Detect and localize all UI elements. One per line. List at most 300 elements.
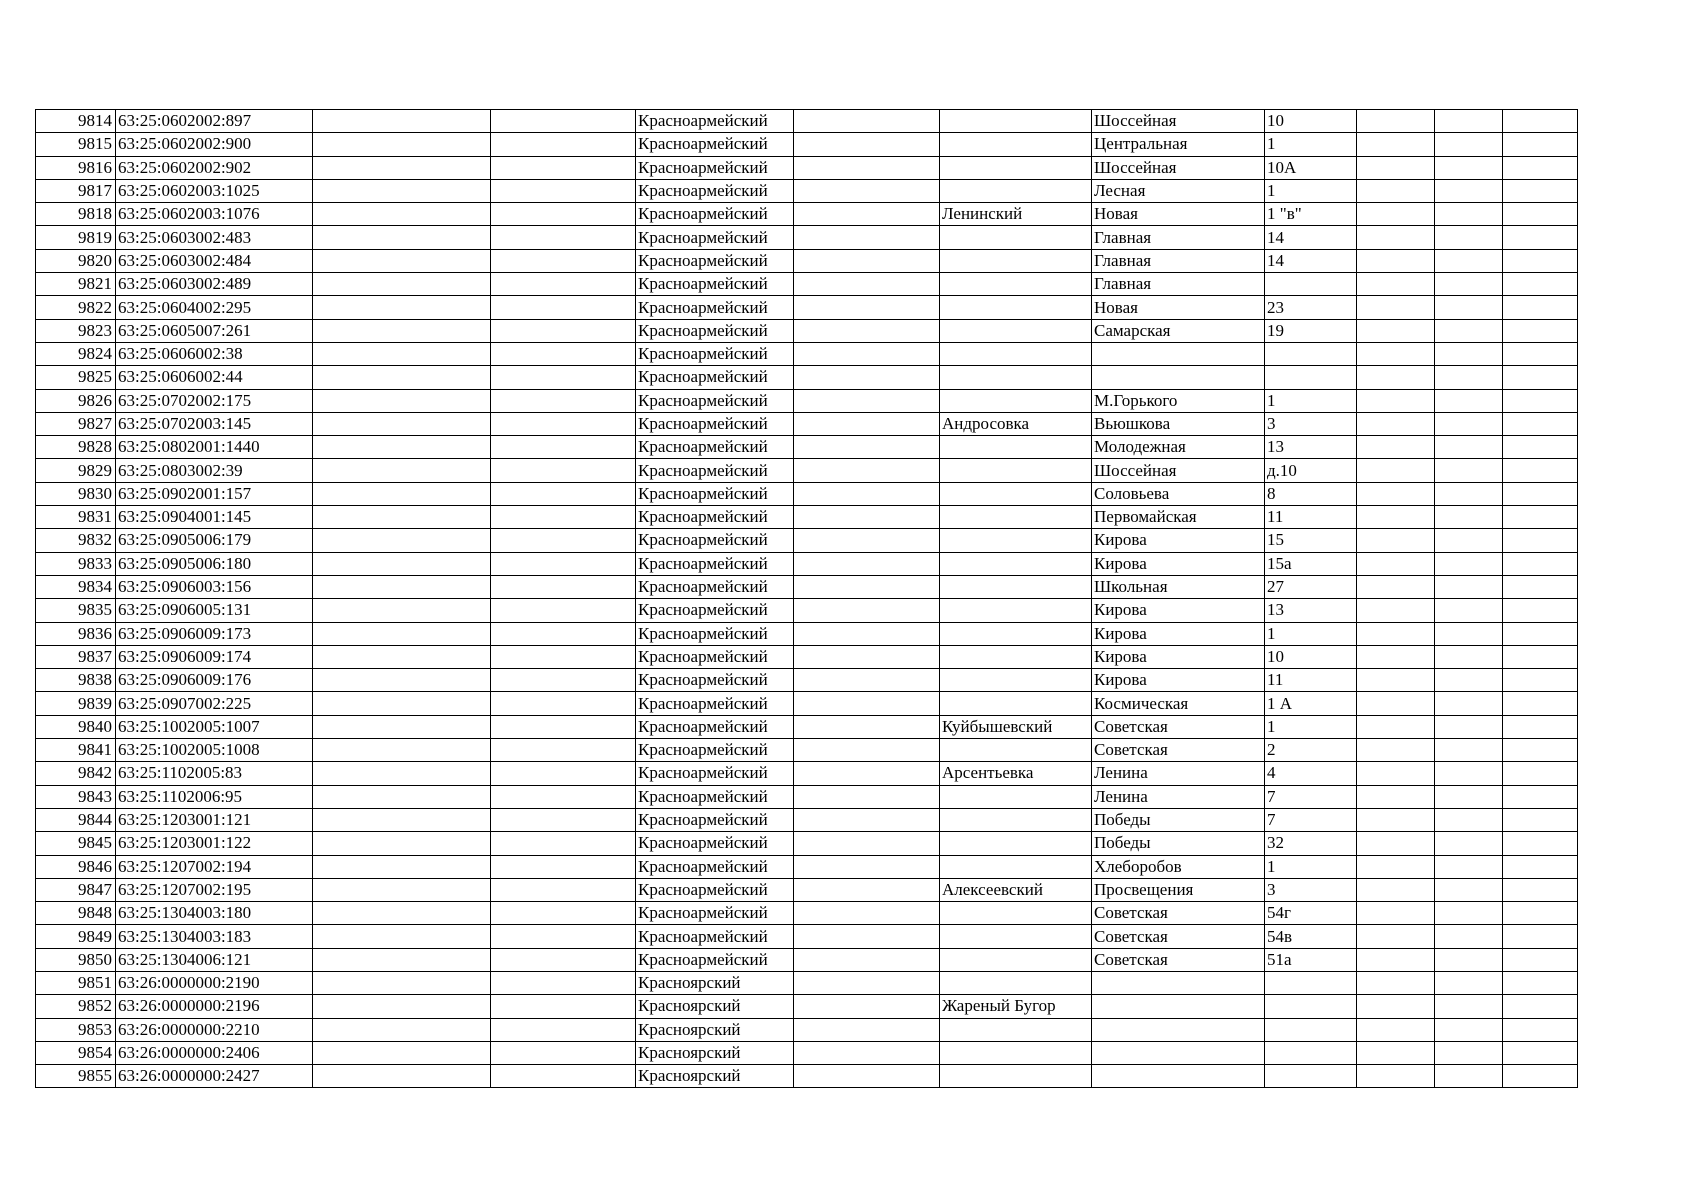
street-cell: Советская xyxy=(1092,925,1265,948)
house-number-cell xyxy=(1265,971,1357,994)
settlement-cell xyxy=(940,1018,1092,1041)
house-number-cell: 10А xyxy=(1265,156,1357,179)
col-11-cell xyxy=(1435,599,1503,622)
col-3-cell xyxy=(313,715,491,738)
house-number-cell: 15а xyxy=(1265,552,1357,575)
col-3-cell xyxy=(313,319,491,342)
table-row xyxy=(36,110,1578,133)
table-row xyxy=(36,645,1578,668)
settlement-cell: Ленинский xyxy=(940,203,1092,226)
col-12-cell xyxy=(1503,1018,1578,1041)
col-11-cell xyxy=(1435,319,1503,342)
col-3-cell xyxy=(313,366,491,389)
settlement-cell xyxy=(940,482,1092,505)
col-4-cell xyxy=(491,110,636,133)
col-6-cell xyxy=(794,692,940,715)
table-row xyxy=(36,575,1578,598)
col-4-cell xyxy=(491,1041,636,1064)
table-row xyxy=(36,762,1578,785)
col-6-cell xyxy=(794,762,940,785)
street-cell: Ленина xyxy=(1092,762,1265,785)
cadastral-number-cell: 63:25:0602002:900 xyxy=(116,133,313,156)
col-4-cell xyxy=(491,179,636,202)
col-6-cell xyxy=(794,948,940,971)
col-4-cell xyxy=(491,762,636,785)
settlement-cell xyxy=(940,529,1092,552)
table-row xyxy=(36,552,1578,575)
row-number-cell: 9831 xyxy=(36,506,116,529)
district-cell: Красноармейский xyxy=(636,342,794,365)
street-cell: Главная xyxy=(1092,249,1265,272)
district-cell: Красноармейский xyxy=(636,785,794,808)
district-cell: Красноармейский xyxy=(636,459,794,482)
house-number-cell: 27 xyxy=(1265,575,1357,598)
settlement-cell xyxy=(940,599,1092,622)
col-6-cell xyxy=(794,785,940,808)
col-11-cell xyxy=(1435,273,1503,296)
col-11-cell xyxy=(1435,1065,1503,1088)
settlement-cell xyxy=(940,855,1092,878)
col-10-cell xyxy=(1357,995,1435,1018)
col-6-cell xyxy=(794,156,940,179)
row-number-cell: 9834 xyxy=(36,575,116,598)
street-cell: Новая xyxy=(1092,296,1265,319)
row-number-cell: 9816 xyxy=(36,156,116,179)
cadastral-number-cell: 63:25:0603002:484 xyxy=(116,249,313,272)
settlement-cell xyxy=(940,389,1092,412)
table-row xyxy=(36,319,1578,342)
col-3-cell xyxy=(313,995,491,1018)
settlement-cell xyxy=(940,692,1092,715)
cadastral-number-cell: 63:25:0603002:483 xyxy=(116,226,313,249)
col-10-cell xyxy=(1357,1018,1435,1041)
cadastral-number-cell: 63:25:1207002:194 xyxy=(116,855,313,878)
col-6-cell xyxy=(794,925,940,948)
col-12-cell xyxy=(1503,599,1578,622)
row-number-cell: 9825 xyxy=(36,366,116,389)
col-11-cell xyxy=(1435,342,1503,365)
settlement-cell xyxy=(940,622,1092,645)
row-number-cell: 9850 xyxy=(36,948,116,971)
cadastral-number-cell: 63:25:0602003:1025 xyxy=(116,179,313,202)
col-4-cell xyxy=(491,1018,636,1041)
table-row xyxy=(36,1065,1578,1088)
cadastral-number-cell: 63:25:0906009:176 xyxy=(116,669,313,692)
col-12-cell xyxy=(1503,482,1578,505)
col-11-cell xyxy=(1435,669,1503,692)
col-4-cell xyxy=(491,739,636,762)
col-6-cell xyxy=(794,296,940,319)
col-12-cell xyxy=(1503,249,1578,272)
row-number-cell: 9836 xyxy=(36,622,116,645)
street-cell: Самарская xyxy=(1092,319,1265,342)
district-cell: Красноармейский xyxy=(636,878,794,901)
col-11-cell xyxy=(1435,855,1503,878)
district-cell: Красноармейский xyxy=(636,482,794,505)
col-6-cell xyxy=(794,529,940,552)
cadastral-number-cell: 63:26:0000000:2196 xyxy=(116,995,313,1018)
col-10-cell xyxy=(1357,808,1435,831)
col-4-cell xyxy=(491,715,636,738)
col-6-cell xyxy=(794,133,940,156)
col-10-cell xyxy=(1357,273,1435,296)
cadastral-number-cell: 63:25:0606002:38 xyxy=(116,342,313,365)
row-number-cell: 9854 xyxy=(36,1041,116,1064)
col-10-cell xyxy=(1357,296,1435,319)
col-10-cell xyxy=(1357,156,1435,179)
district-cell: Красноармейский xyxy=(636,552,794,575)
col-3-cell xyxy=(313,669,491,692)
col-6-cell xyxy=(794,203,940,226)
row-number-cell: 9844 xyxy=(36,808,116,831)
street-cell: Школьная xyxy=(1092,575,1265,598)
street-cell: Соловьева xyxy=(1092,482,1265,505)
district-cell: Красноармейский xyxy=(636,855,794,878)
col-3-cell xyxy=(313,762,491,785)
table-row xyxy=(36,506,1578,529)
table-row xyxy=(36,832,1578,855)
row-number-cell: 9823 xyxy=(36,319,116,342)
table-row xyxy=(36,459,1578,482)
settlement-cell xyxy=(940,179,1092,202)
table-row xyxy=(36,179,1578,202)
col-4-cell xyxy=(491,971,636,994)
col-6-cell xyxy=(794,506,940,529)
col-12-cell xyxy=(1503,925,1578,948)
district-cell: Красноармейский xyxy=(636,669,794,692)
col-6-cell xyxy=(794,226,940,249)
table-row xyxy=(36,925,1578,948)
col-11-cell xyxy=(1435,296,1503,319)
district-cell: Красноармейский xyxy=(636,739,794,762)
col-11-cell xyxy=(1435,575,1503,598)
col-11-cell xyxy=(1435,529,1503,552)
col-3-cell xyxy=(313,249,491,272)
col-6-cell xyxy=(794,855,940,878)
row-number-cell: 9818 xyxy=(36,203,116,226)
cadastral-number-cell: 63:25:0906009:174 xyxy=(116,645,313,668)
street-cell: Ленина xyxy=(1092,785,1265,808)
house-number-cell: 14 xyxy=(1265,249,1357,272)
row-number-cell: 9815 xyxy=(36,133,116,156)
row-number-cell: 9821 xyxy=(36,273,116,296)
col-3-cell xyxy=(313,529,491,552)
house-number-cell: 1 "в" xyxy=(1265,203,1357,226)
col-3-cell xyxy=(313,1018,491,1041)
col-12-cell xyxy=(1503,785,1578,808)
settlement-cell: Андросовка xyxy=(940,412,1092,435)
col-3-cell xyxy=(313,599,491,622)
house-number-cell: 10 xyxy=(1265,110,1357,133)
district-cell: Красноармейский xyxy=(636,412,794,435)
col-11-cell xyxy=(1435,645,1503,668)
street-cell xyxy=(1092,995,1265,1018)
settlement-cell: Арсентьевка xyxy=(940,762,1092,785)
col-10-cell xyxy=(1357,366,1435,389)
col-12-cell xyxy=(1503,948,1578,971)
col-4-cell xyxy=(491,995,636,1018)
col-4-cell xyxy=(491,273,636,296)
col-6-cell xyxy=(794,389,940,412)
house-number-cell: 19 xyxy=(1265,319,1357,342)
col-10-cell xyxy=(1357,645,1435,668)
col-4-cell xyxy=(491,506,636,529)
street-cell: Лесная xyxy=(1092,179,1265,202)
col-10-cell xyxy=(1357,739,1435,762)
col-3-cell xyxy=(313,575,491,598)
settlement-cell xyxy=(940,808,1092,831)
cadastral-number-cell: 63:25:0906009:173 xyxy=(116,622,313,645)
house-number-cell: 1 xyxy=(1265,179,1357,202)
row-number-cell: 9817 xyxy=(36,179,116,202)
row-number-cell: 9842 xyxy=(36,762,116,785)
col-11-cell xyxy=(1435,715,1503,738)
house-number-cell xyxy=(1265,273,1357,296)
street-cell: Победы xyxy=(1092,832,1265,855)
col-10-cell xyxy=(1357,599,1435,622)
cadastral-number-cell: 63:25:0602003:1076 xyxy=(116,203,313,226)
col-6-cell xyxy=(794,739,940,762)
house-number-cell: 1 xyxy=(1265,389,1357,412)
house-number-cell: 10 xyxy=(1265,645,1357,668)
col-3-cell xyxy=(313,1065,491,1088)
table-row xyxy=(36,226,1578,249)
row-number-cell: 9828 xyxy=(36,436,116,459)
district-cell: Красноярский xyxy=(636,1041,794,1064)
house-number-cell xyxy=(1265,1065,1357,1088)
col-11-cell xyxy=(1435,832,1503,855)
street-cell: Кирова xyxy=(1092,669,1265,692)
district-cell: Красноармейский xyxy=(636,249,794,272)
settlement-cell xyxy=(940,319,1092,342)
col-4-cell xyxy=(491,529,636,552)
col-4-cell xyxy=(491,552,636,575)
col-6-cell xyxy=(794,669,940,692)
row-number-cell: 9819 xyxy=(36,226,116,249)
col-3-cell xyxy=(313,273,491,296)
street-cell xyxy=(1092,1018,1265,1041)
settlement-cell xyxy=(940,739,1092,762)
col-6-cell xyxy=(794,902,940,925)
col-3-cell xyxy=(313,110,491,133)
house-number-cell xyxy=(1265,342,1357,365)
settlement-cell xyxy=(940,785,1092,808)
col-11-cell xyxy=(1435,459,1503,482)
row-number-cell: 9846 xyxy=(36,855,116,878)
col-11-cell xyxy=(1435,412,1503,435)
row-number-cell: 9839 xyxy=(36,692,116,715)
settlement-cell xyxy=(940,226,1092,249)
street-cell: Космическая xyxy=(1092,692,1265,715)
settlement-cell: Алексеевский xyxy=(940,878,1092,901)
col-6-cell xyxy=(794,249,940,272)
table-row xyxy=(36,785,1578,808)
col-12-cell xyxy=(1503,669,1578,692)
house-number-cell xyxy=(1265,1041,1357,1064)
settlement-cell: Куйбышевский xyxy=(940,715,1092,738)
street-cell: Кирова xyxy=(1092,622,1265,645)
col-4-cell xyxy=(491,459,636,482)
house-number-cell xyxy=(1265,995,1357,1018)
col-4-cell xyxy=(491,342,636,365)
col-4-cell xyxy=(491,808,636,831)
house-number-cell: 13 xyxy=(1265,599,1357,622)
col-12-cell xyxy=(1503,995,1578,1018)
col-10-cell xyxy=(1357,925,1435,948)
col-3-cell xyxy=(313,785,491,808)
col-11-cell xyxy=(1435,156,1503,179)
col-4-cell xyxy=(491,669,636,692)
street-cell: Кирова xyxy=(1092,552,1265,575)
district-cell: Красноармейский xyxy=(636,529,794,552)
col-4-cell xyxy=(491,436,636,459)
col-12-cell xyxy=(1503,203,1578,226)
col-10-cell xyxy=(1357,110,1435,133)
house-number-cell: 8 xyxy=(1265,482,1357,505)
col-12-cell xyxy=(1503,110,1578,133)
cadastral-number-cell: 63:25:1102006:95 xyxy=(116,785,313,808)
street-cell xyxy=(1092,1041,1265,1064)
table-row xyxy=(36,715,1578,738)
col-4-cell xyxy=(491,389,636,412)
cadastral-number-cell: 63:26:0000000:2427 xyxy=(116,1065,313,1088)
district-cell: Красноармейский xyxy=(636,366,794,389)
cadastral-number-cell: 63:25:0904001:145 xyxy=(116,506,313,529)
house-number-cell: 11 xyxy=(1265,669,1357,692)
row-number-cell: 9830 xyxy=(36,482,116,505)
col-11-cell xyxy=(1435,971,1503,994)
col-4-cell xyxy=(491,156,636,179)
col-3-cell xyxy=(313,832,491,855)
col-12-cell xyxy=(1503,389,1578,412)
table-row xyxy=(36,156,1578,179)
col-3-cell xyxy=(313,133,491,156)
col-11-cell xyxy=(1435,948,1503,971)
house-number-cell: 3 xyxy=(1265,878,1357,901)
col-3-cell xyxy=(313,459,491,482)
table-row xyxy=(36,878,1578,901)
col-3-cell xyxy=(313,226,491,249)
col-3-cell xyxy=(313,342,491,365)
table-row xyxy=(36,436,1578,459)
district-cell: Красноярский xyxy=(636,971,794,994)
district-cell: Красноармейский xyxy=(636,203,794,226)
col-12-cell xyxy=(1503,529,1578,552)
col-10-cell xyxy=(1357,878,1435,901)
col-10-cell xyxy=(1357,249,1435,272)
row-number-cell: 9814 xyxy=(36,110,116,133)
col-11-cell xyxy=(1435,925,1503,948)
district-cell: Красноармейский xyxy=(636,436,794,459)
house-number-cell xyxy=(1265,366,1357,389)
table-row xyxy=(36,412,1578,435)
col-3-cell xyxy=(313,203,491,226)
cadastral-number-cell: 63:26:0000000:2190 xyxy=(116,971,313,994)
row-number-cell: 9845 xyxy=(36,832,116,855)
col-4-cell xyxy=(491,855,636,878)
col-11-cell xyxy=(1435,110,1503,133)
table-row xyxy=(36,669,1578,692)
col-6-cell xyxy=(794,273,940,296)
col-3-cell xyxy=(313,902,491,925)
col-12-cell xyxy=(1503,902,1578,925)
col-6-cell xyxy=(794,599,940,622)
settlement-cell xyxy=(940,575,1092,598)
col-4-cell xyxy=(491,925,636,948)
col-12-cell xyxy=(1503,808,1578,831)
col-4-cell xyxy=(491,575,636,598)
col-6-cell xyxy=(794,110,940,133)
col-3-cell xyxy=(313,692,491,715)
district-cell: Красноярский xyxy=(636,995,794,1018)
col-3-cell xyxy=(313,156,491,179)
district-cell: Красноармейский xyxy=(636,156,794,179)
table-row xyxy=(36,902,1578,925)
row-number-cell: 9835 xyxy=(36,599,116,622)
table-row xyxy=(36,808,1578,831)
row-number-cell: 9843 xyxy=(36,785,116,808)
cadastral-number-cell: 63:25:1304003:180 xyxy=(116,902,313,925)
cadastral-table xyxy=(35,109,1578,1088)
district-cell: Красноармейский xyxy=(636,948,794,971)
cadastral-number-cell: 63:25:0702003:145 xyxy=(116,412,313,435)
street-cell: Главная xyxy=(1092,273,1265,296)
col-12-cell xyxy=(1503,692,1578,715)
col-6-cell xyxy=(794,1065,940,1088)
settlement-cell xyxy=(940,925,1092,948)
district-cell: Красноармейский xyxy=(636,715,794,738)
col-11-cell xyxy=(1435,995,1503,1018)
row-number-cell: 9848 xyxy=(36,902,116,925)
cadastral-number-cell: 63:25:0602002:902 xyxy=(116,156,313,179)
settlement-cell xyxy=(940,832,1092,855)
row-number-cell: 9840 xyxy=(36,715,116,738)
row-number-cell: 9837 xyxy=(36,645,116,668)
settlement-cell xyxy=(940,273,1092,296)
settlement-cell xyxy=(940,552,1092,575)
col-11-cell xyxy=(1435,785,1503,808)
col-3-cell xyxy=(313,645,491,668)
house-number-cell: 23 xyxy=(1265,296,1357,319)
row-number-cell: 9853 xyxy=(36,1018,116,1041)
row-number-cell: 9832 xyxy=(36,529,116,552)
house-number-cell: 7 xyxy=(1265,785,1357,808)
district-cell: Красноармейский xyxy=(636,226,794,249)
cadastral-number-cell: 63:25:0606002:44 xyxy=(116,366,313,389)
col-3-cell xyxy=(313,412,491,435)
house-number-cell: 54г xyxy=(1265,902,1357,925)
col-12-cell xyxy=(1503,319,1578,342)
settlement-cell xyxy=(940,645,1092,668)
col-4-cell xyxy=(491,296,636,319)
table-row xyxy=(36,342,1578,365)
district-cell: Красноармейский xyxy=(636,389,794,412)
col-4-cell xyxy=(491,203,636,226)
col-4-cell xyxy=(491,599,636,622)
cadastral-number-cell: 63:25:0702002:175 xyxy=(116,389,313,412)
table-row xyxy=(36,599,1578,622)
col-4-cell xyxy=(491,902,636,925)
district-cell: Красноармейский xyxy=(636,645,794,668)
col-10-cell xyxy=(1357,529,1435,552)
district-cell: Красноармейский xyxy=(636,925,794,948)
settlement-cell xyxy=(940,110,1092,133)
table-row xyxy=(36,855,1578,878)
house-number-cell: 2 xyxy=(1265,739,1357,762)
col-3-cell xyxy=(313,506,491,529)
col-12-cell xyxy=(1503,459,1578,482)
table-row xyxy=(36,1041,1578,1064)
